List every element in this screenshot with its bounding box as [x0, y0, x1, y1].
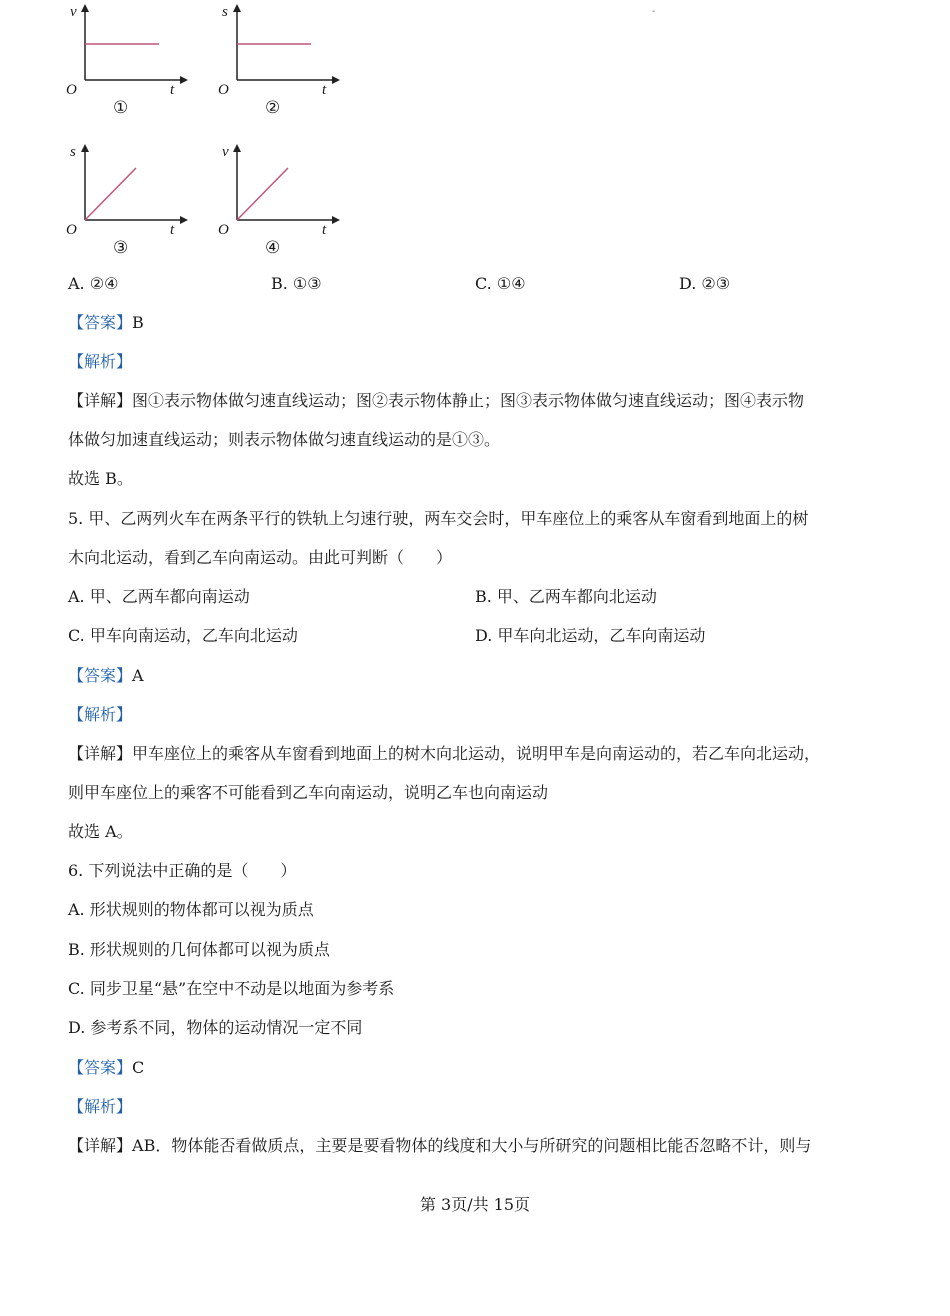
origin-label: O — [66, 82, 77, 98]
detail-tag: 【详解】 — [68, 391, 133, 410]
x-axis-label: t — [170, 82, 175, 98]
graph-v-t-horizontal — [62, 4, 192, 118]
answer-tag: 【答案】 — [68, 666, 133, 685]
y-axis-label: v — [222, 144, 229, 160]
q4-detail-line-1 — [68, 391, 804, 411]
origin-label: O — [66, 222, 77, 238]
x-axis-label: t — [322, 82, 327, 98]
q6-analysis — [68, 1097, 132, 1117]
q6-answer — [68, 1058, 144, 1078]
curve-3 — [85, 168, 136, 220]
q4-answer — [68, 313, 144, 333]
analysis-tag: 【解析】 — [68, 705, 133, 724]
q6-option-a: A. 形状规则的物体都可以视为质点 — [68, 900, 314, 919]
y-axis-label: v — [70, 4, 77, 20]
q5-option-c: C. 甲车向南运动，乙车向北运动 — [68, 626, 298, 645]
graph-v-t-diagonal — [214, 144, 344, 258]
y-axis-label: s — [222, 4, 228, 20]
page-footer: 第 3页/共 15页 — [419, 1195, 531, 1214]
q4-option-a: A. ②④ — [68, 274, 119, 293]
q4-conclusion: 故选 B。 — [68, 469, 133, 488]
analysis-tag: 【解析】 — [68, 352, 133, 371]
detail-tag: 【详解】 — [68, 1136, 133, 1155]
x-axis-label: t — [170, 222, 175, 238]
q5-option-b: B. 甲、乙两车都向北运动 — [475, 587, 657, 606]
q4-analysis — [68, 352, 132, 372]
q4-option-c: C. ①④ — [475, 274, 526, 293]
graph-s-t-horizontal — [214, 4, 344, 118]
detail-text: 甲车座位上的乘客从车窗看到地面上的树木向北运动，说明甲车是向南运动的，若乙车向北运动， — [132, 744, 821, 763]
answer-value: B — [132, 313, 144, 332]
q5-analysis — [68, 705, 132, 725]
q5-stem-line-2: 木向北运动，看到乙车向南运动。由此可判断（ ） — [68, 548, 453, 567]
origin-label: O — [218, 82, 229, 98]
figure-number: ② — [265, 98, 281, 118]
q5-stem-line-1: 5. 甲、乙两列火车在两条平行的铁轨上匀速行驶，两车交会时，甲车座位上的乘客从车窗看到地面上的树 — [68, 509, 809, 528]
q5-detail-line-1 — [68, 744, 820, 764]
answer-tag: 【答案】 — [68, 1058, 133, 1077]
figure-number: ④ — [265, 238, 281, 258]
q6-option-d: D. 参考系不同，物体的运动情况一定不同 — [68, 1018, 363, 1037]
answer-tag: 【答案】 — [68, 313, 133, 332]
q4-detail-line-2: 体做匀加速直线运动；则表示物体做匀速直线运动的是①③。 — [68, 430, 501, 449]
q4-option-b: B. ①③ — [271, 274, 322, 293]
detail-tag: 【详解】 — [68, 744, 133, 763]
analysis-tag: 【解析】 — [68, 1097, 133, 1116]
q5-option-a: A. 甲、乙两车都向南运动 — [68, 587, 250, 606]
q5-option-d: D. 甲车向北运动，乙车向南运动 — [475, 626, 706, 645]
q5-answer — [68, 666, 144, 686]
origin-label: O — [218, 222, 229, 238]
graph-s-t-diagonal — [62, 144, 192, 258]
q5-detail-line-2: 则甲车座位上的乘客不可能看到乙车向南运动，说明乙车也向南运动 — [68, 783, 549, 802]
q6-option-c: C. 同步卫星“悬”在空中不动是以地面为参考系 — [68, 979, 395, 998]
detail-text: AB．物体能否看做质点，主要是要看物体的线度和大小与所研究的问题相比能否忽略不计，则与 — [132, 1136, 812, 1155]
detail-text: 图①表示物体做匀速直线运动；图②表示物体静止；图③表示物体做匀速直线运动；图④表示物 — [132, 391, 805, 410]
q4-option-d: D. ②③ — [679, 274, 731, 293]
stray-mark: - — [652, 6, 656, 17]
y-axis-label: s — [70, 144, 76, 160]
answer-value: A — [132, 666, 144, 685]
answer-value: C — [132, 1058, 145, 1077]
x-axis-label: t — [322, 222, 327, 238]
figure-number: ① — [113, 98, 129, 118]
figure-number: ③ — [113, 238, 129, 258]
curve-4 — [237, 168, 288, 220]
q5-conclusion: 故选 A。 — [68, 822, 133, 841]
q6-option-b: B. 形状规则的几何体都可以视为质点 — [68, 940, 330, 959]
q6-stem: 6. 下列说法中正确的是（ ） — [68, 861, 297, 880]
q6-detail-line-1 — [68, 1136, 811, 1156]
